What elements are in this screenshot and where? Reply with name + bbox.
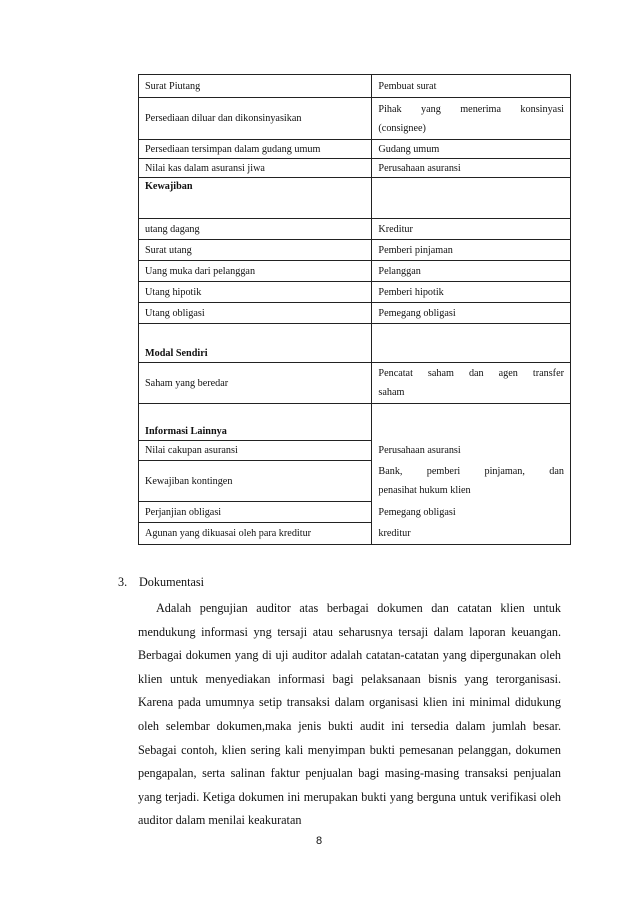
- table-cell: kreditur: [372, 523, 571, 545]
- table-cell: [372, 404, 571, 441]
- cell-line: Bank, pemberi pinjaman, dan: [378, 466, 564, 477]
- table-cell: [372, 98, 571, 140]
- table-cell: Pembuat surat: [372, 75, 571, 98]
- table-cell: [372, 363, 571, 404]
- evidence-source-table: [138, 74, 571, 545]
- table-cell: [372, 461, 571, 502]
- section-heading-cell: Informasi Lainnya: [139, 404, 372, 441]
- table-row: [139, 282, 571, 303]
- table-cell: Uang muka dari pelanggan: [139, 261, 372, 282]
- section-heading: [118, 575, 563, 590]
- table-cell: [372, 178, 571, 219]
- table-row: [139, 441, 571, 461]
- paragraph-text: Adalah pengujian auditor atas berbagai dokumen dan catatan klien untuk mendukung informasi yng tersaji atau seharusnya tersaji dalam laporan keuangan. Berbagai dokumen yang di uji auditor adalah catatan-catatan yang dipergunakan oleh klien untuk menyediakan informasi bagi pelaksanaan bisnis yang terorganisasi. Karena pada umumnya setip transaksi dalam organisasi klien ini minimal didukung oleh selembar dokumen,maka jenis bukti audit ini tersedia dalam jumlah besar. Sebagai contoh, klien sering kali menyimpan bukti pemesanan pelanggan, dokumen pengapalan, serta salinan faktur penjualan bagi masing-masing transaksi penjualan yang terjadi. Ketiga dokumen ini merupakan bukti yang berguna untuk verifikasi oleh auditor dalam menilai keakuratan: [138, 601, 561, 828]
- table-row: [139, 140, 571, 159]
- table-cell: utang dagang: [139, 219, 372, 240]
- table-cell: Pemegang obligasi: [372, 502, 571, 523]
- table-row: [139, 75, 571, 98]
- section-number: 3.: [118, 575, 128, 589]
- cell-line: penasihat hukum klien: [378, 485, 471, 496]
- table-cell: Pemberi hipotik: [372, 282, 571, 303]
- table-cell: Kreditur: [372, 219, 571, 240]
- table-row: [139, 98, 571, 140]
- table-row: [139, 219, 571, 240]
- table-cell: Surat utang: [139, 240, 372, 261]
- table-cell: Perjanjian obligasi: [139, 502, 372, 523]
- table-row: [139, 178, 571, 219]
- section-heading-cell: Modal Sendiri: [139, 324, 372, 363]
- table-cell: Persediaan tersimpan dalam gudang umum: [139, 140, 372, 159]
- table-row: [139, 159, 571, 178]
- table-cell: Utang hipotik: [139, 282, 372, 303]
- table-row: [139, 240, 571, 261]
- table-cell: [372, 324, 571, 363]
- table-cell: Gudang umum: [372, 140, 571, 159]
- table-cell: Pemegang obligasi: [372, 303, 571, 324]
- table-cell: Utang obligasi: [139, 303, 372, 324]
- table-cell: Surat Piutang: [139, 75, 372, 98]
- page-number: 8: [315, 835, 323, 847]
- table-row: [139, 523, 571, 545]
- table-row: [139, 502, 571, 523]
- table-cell: Pemberi pinjaman: [372, 240, 571, 261]
- table-cell: Pelanggan: [372, 261, 571, 282]
- table-cell: Kewajiban kontingen: [139, 461, 372, 502]
- table-cell: Perusahaan asuransi: [372, 159, 571, 178]
- table-row: [139, 261, 571, 282]
- body-paragraph: [138, 597, 561, 833]
- table-cell: Persediaan diluar dan dikonsinyasikan: [139, 98, 372, 140]
- table-cell: Nilai cakupan asuransi: [139, 441, 372, 461]
- table-row: [139, 324, 571, 363]
- table-cell: Nilai kas dalam asuransi jiwa: [139, 159, 372, 178]
- table-cell: Agunan yang dikuasai oleh para kreditur: [139, 523, 372, 545]
- cell-line: saham: [378, 387, 405, 398]
- table-row: [139, 303, 571, 324]
- section-title: Dokumentasi: [139, 575, 204, 589]
- section-heading-cell: Kewajiban: [139, 178, 372, 219]
- table-row: [139, 461, 571, 502]
- table-row: [139, 363, 571, 404]
- cell-line: (consignee): [378, 122, 426, 134]
- cell-line: Pencatat saham dan agen transfer: [378, 368, 564, 379]
- table-row: [139, 404, 571, 441]
- cell-line: Pihak yang menerima konsinyasi: [378, 103, 564, 115]
- table-cell: Saham yang beredar: [139, 363, 372, 404]
- table-cell: Perusahaan asuransi: [372, 441, 571, 461]
